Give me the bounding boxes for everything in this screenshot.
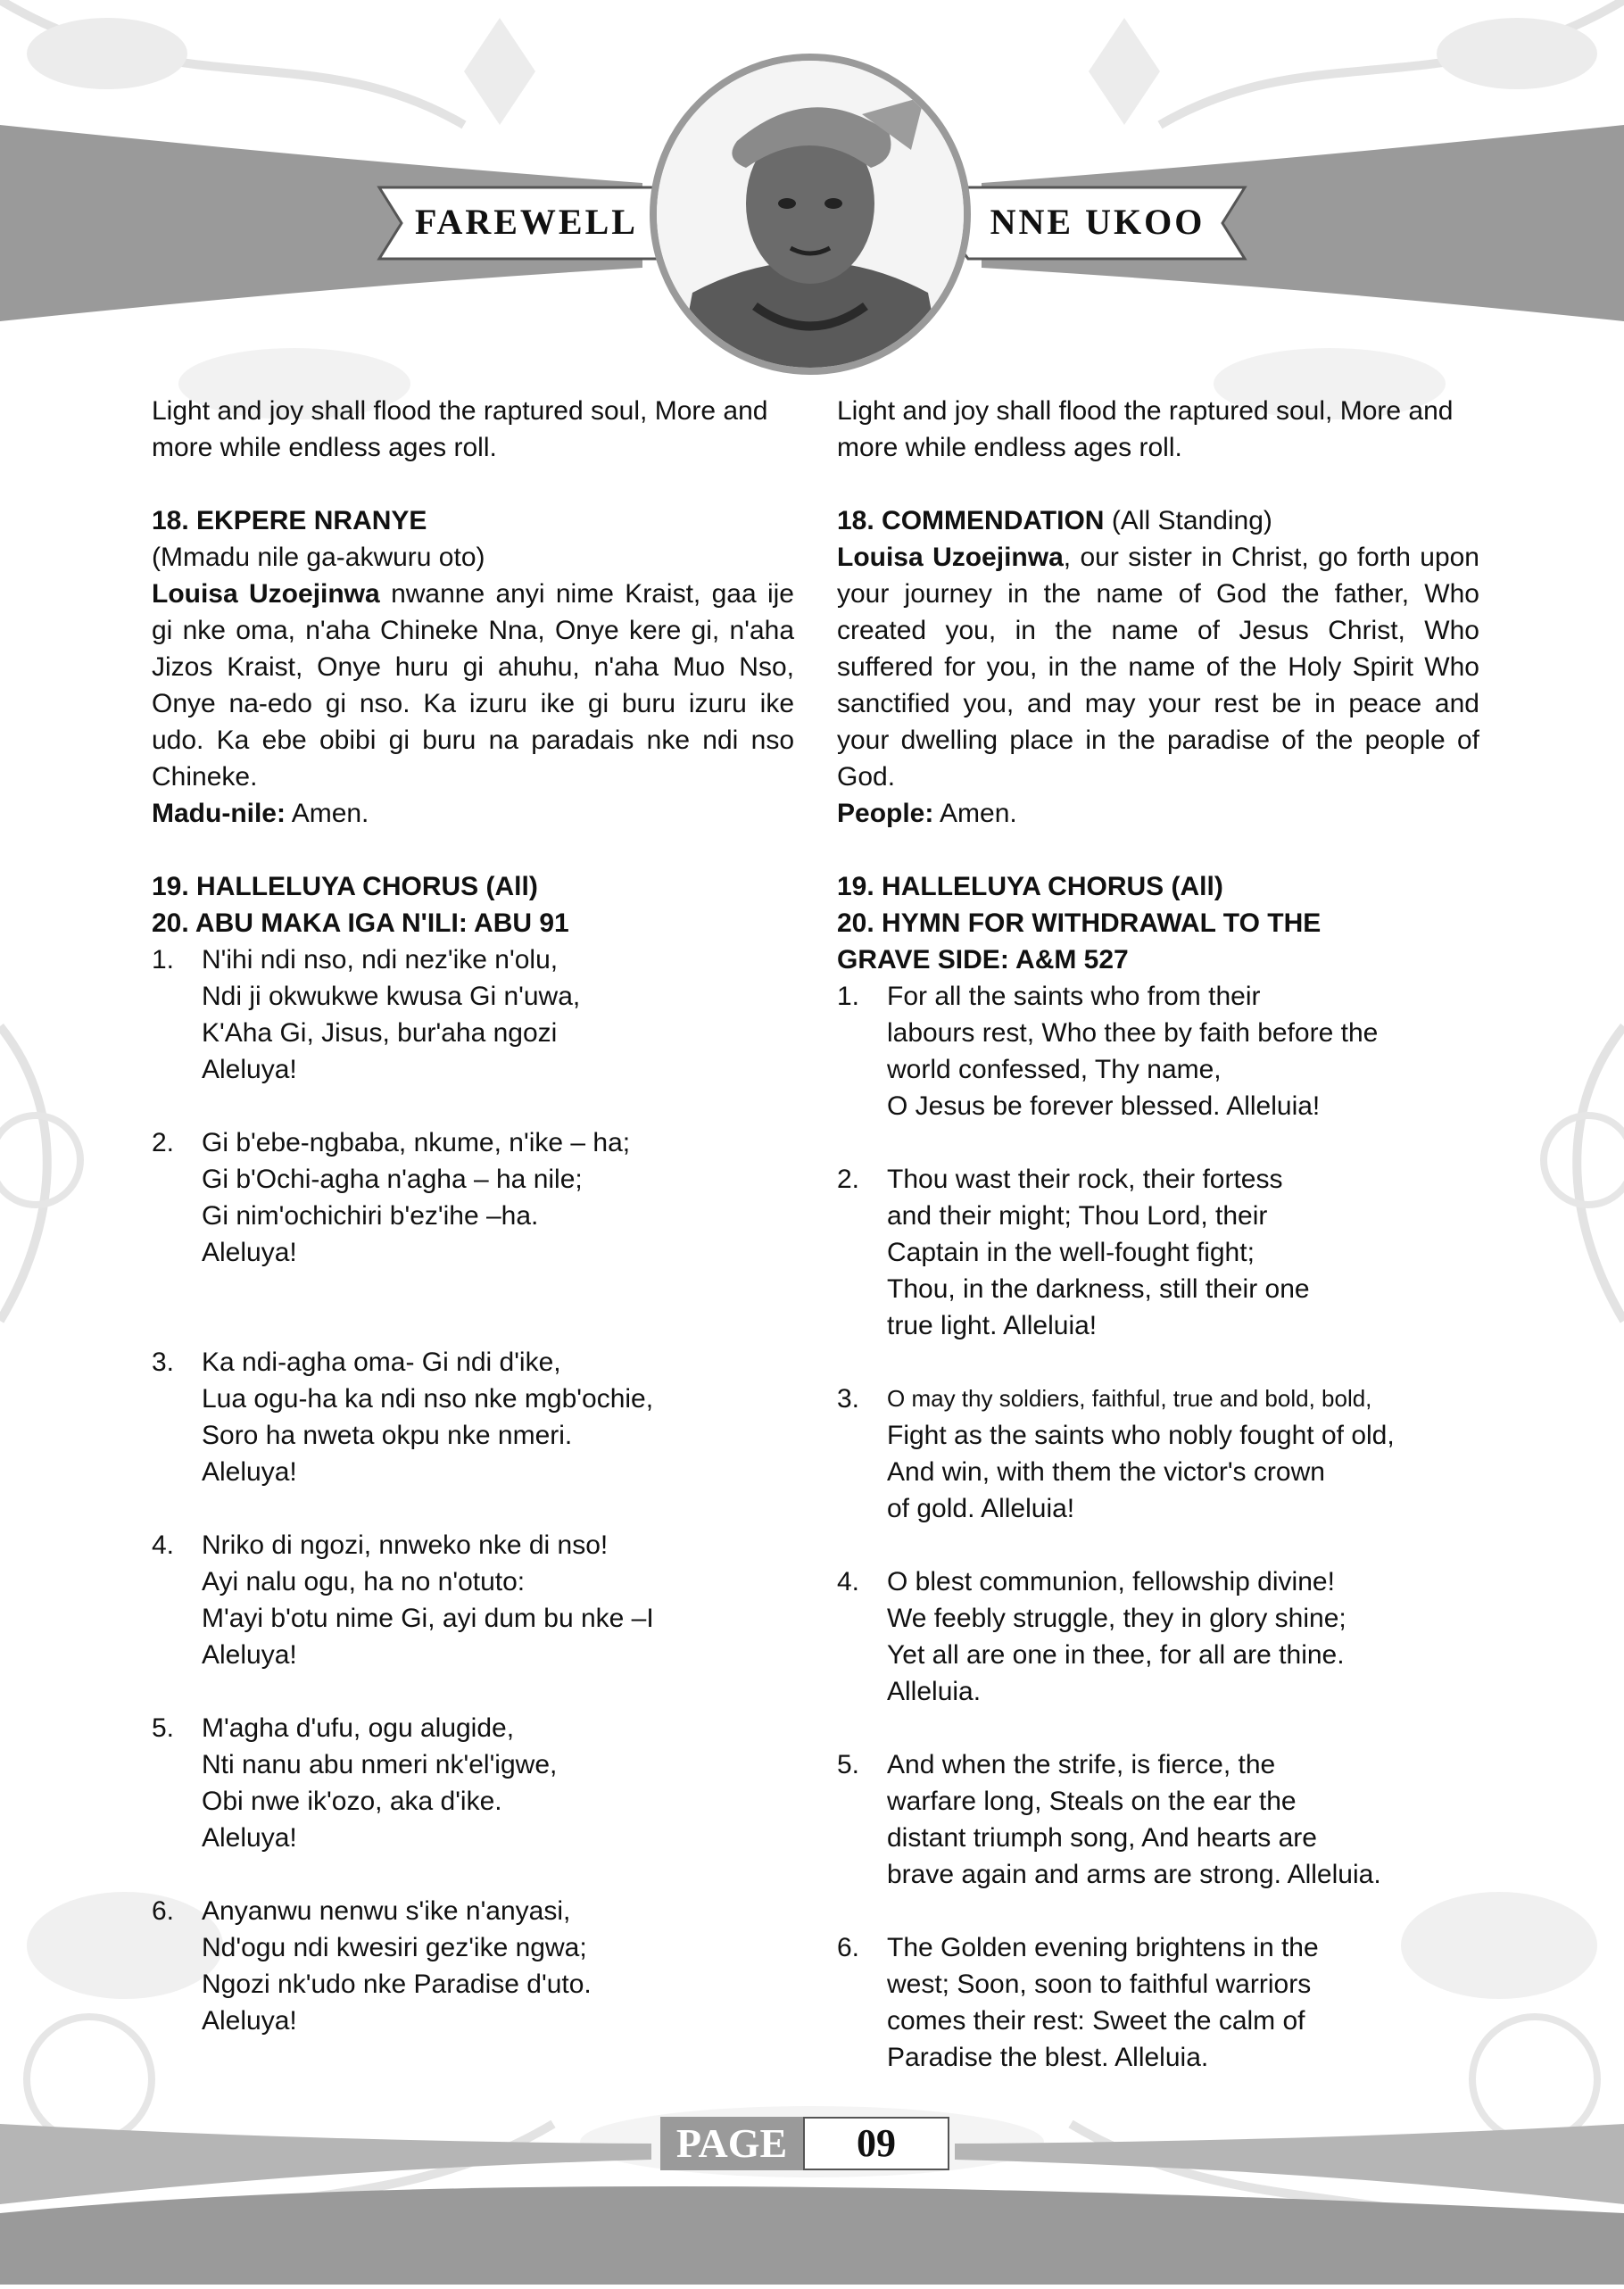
left-section-20-title: 20. ABU MAKA IGA N'ILI: ABU 91 (152, 908, 569, 938)
verse-line: N'ihi ndi nso, ndi nez'ike n'olu, (202, 945, 559, 974)
right-section-18-response (837, 795, 1479, 832)
verse-number: 3. (152, 1348, 175, 1377)
left-column (152, 393, 794, 2039)
verse-line: Captain in the well-fought fight; (887, 1238, 1255, 1267)
verse-line: Aleluya! (202, 1238, 297, 1267)
verse-number: 6. (837, 1933, 860, 1962)
verse-line: brave again and arms are strong. Alleluia. (887, 1860, 1381, 1889)
verse-line: Ngozi nk'udo nke Paradise d'uto. (202, 1970, 592, 1999)
right-column (837, 393, 1479, 2076)
verse-line: Ka ndi-agha oma- Gi ndi d'ike, (202, 1348, 561, 1377)
left-verse-2 (152, 1124, 794, 1271)
verse-number: 3. (837, 1384, 860, 1414)
verse-line: Ayi nalu ogu, ha no n'otuto: (202, 1567, 526, 1596)
left-verse-6 (152, 1893, 794, 2039)
verse-number: 5. (152, 1713, 175, 1743)
right-section-20-title-line2: GRAVE SIDE: A&M 527 (837, 945, 1129, 974)
right-verse-2 (837, 1161, 1479, 1344)
left-response-text: Amen. (291, 799, 369, 828)
verse-line: O blest communion, fellowship divine! (887, 1567, 1335, 1596)
verse-line: and their might; Thou Lord, their (887, 1201, 1268, 1231)
left-section-18-subtitle: (Mmadu nile ga-akwuru oto) (152, 543, 485, 572)
right-section-19-title: 19. HALLELUYA CHORUS (All) (837, 872, 1223, 901)
page-footer (0, 2106, 1624, 2285)
verse-number: 4. (837, 1567, 860, 1596)
left-intro-text: Light and joy shall flood the raptured soul, More and more while endless ages roll. (152, 396, 768, 462)
verse-line: Nriko di ngozi, nnweko nke di nso! (202, 1530, 609, 1560)
verse-number: 1. (837, 982, 860, 1011)
portrait-photo (650, 54, 971, 375)
verse-line: Aleluya! (202, 1055, 297, 1084)
verse-line: world confessed, Thy name, (887, 1055, 1222, 1084)
page-number-box (660, 2117, 948, 2170)
left-section-18-title: 18. EKPERE NRANYE (152, 506, 427, 535)
verse-line: Nti nanu abu nmeri nk'el'igwe, (202, 1750, 558, 1779)
left-verse-1 (152, 941, 794, 1088)
verse-line: labours rest, Who thee by faith before the (887, 1018, 1379, 1048)
verse-line: Gi nim'ochichiri b'ez'ihe –ha. (202, 1201, 539, 1231)
verse-line: Lua ogu-ha ka ndi nso nke mgb'ochie, (202, 1384, 654, 1414)
right-section-18-body (837, 539, 1479, 795)
left-verse-3 (152, 1344, 794, 1490)
right-intro-text: Light and joy shall flood the raptured soul, More and more while endless ages roll. (837, 396, 1454, 462)
verse-line: distant triumph song, And hearts are (887, 1823, 1317, 1853)
verse-line: Paradise the blest. Alleluia. (887, 2043, 1209, 2072)
page-label: PAGE (660, 2117, 803, 2170)
verse-line: Aleluya! (202, 1823, 297, 1853)
right-verse-4 (837, 1563, 1479, 1710)
verse-line: Thou, in the darkness, still their one (887, 1274, 1310, 1304)
verse-line: Thou wast their rock, their fortess (887, 1165, 1283, 1194)
header-left-label: FAREWELL (415, 202, 638, 242)
verse-line: Aleluya! (202, 2006, 297, 2036)
verse-line: Gi b'Ochi-agha n'agha – ha nile; (202, 1165, 583, 1194)
verse-line: Obi nwe ik'ozo, aka d'ike. (202, 1787, 502, 1816)
verse-line: comes their rest: Sweet the calm of (887, 2006, 1305, 2036)
verse-line: We feebly struggle, they in glory shine; (887, 1604, 1346, 1633)
verse-line: Soro ha nweta okpu nke nmeri. (202, 1421, 573, 1450)
verse-line: And when the strife, is fierce, the (887, 1750, 1276, 1779)
verse-line: O may thy soldiers, faithful, true and bold, bold, (887, 1385, 1372, 1412)
verse-number: 2. (837, 1165, 860, 1194)
right-verse-3 (837, 1381, 1479, 1527)
verse-line: M'agha d'ufu, ogu alugide, (202, 1713, 515, 1743)
verse-line: Alleluia. (887, 1677, 982, 1706)
right-response-text: Amen. (940, 799, 1017, 828)
right-section-18-heading (837, 502, 1479, 539)
right-verse-5 (837, 1746, 1479, 1893)
woman-portrait-icon (657, 61, 964, 368)
left-deceased-name: Louisa Uzoejinwa (152, 579, 380, 609)
right-section-18-title: 18. COMMENDATION (837, 506, 1105, 535)
verse-line: warfare long, Steals on the ear the (887, 1787, 1297, 1816)
verse-line: Gi b'ebe-ngbaba, nkume, n'ike – ha; (202, 1128, 631, 1157)
verse-line: K'Aha Gi, Jisus, bur'aha ngozi (202, 1018, 558, 1048)
verse-number: 4. (152, 1530, 175, 1560)
verse-line: west; Soon, soon to faithful warriors (887, 1970, 1312, 1999)
verse-number: 6. (152, 1896, 175, 1926)
right-verse-6 (837, 1929, 1479, 2076)
left-verse-5 (152, 1710, 794, 1856)
left-response-label: Madu-nile: (152, 799, 286, 828)
left-section-18-body (152, 576, 794, 795)
right-commendation-text: , our sister in Christ, go forth upon your journey in the name of God the father, Who created you, in the name of Jesus Christ, Who suffered for you, in the name of the Holy Spirit Who sanctified you, and may your rest be in peace and your dwelling place in the paradise of the people of God. (837, 543, 1479, 792)
verse-number: 1. (152, 945, 175, 974)
right-verse-1 (837, 978, 1479, 1124)
verse-line: O Jesus be forever blessed. Alleluia! (887, 1091, 1321, 1121)
verse-line: Yet all are one in thee, for all are thine. (887, 1640, 1345, 1670)
verse-number: 2. (152, 1128, 175, 1157)
verse-line: For all the saints who from their (887, 982, 1261, 1011)
left-prayer-text: nwanne anyi nime Kraist, gaa ije gi nke oma, n'aha Chineke Nna, Onye kere gi, n'aha Jizos Kraist, Onye huru gi ahuhu, n'aha Muo Nso, Onye na-edo gi nso. Ka izuru ike gi buru izuru ike udo. Ka ebe obibi gi buru na paradais nke ndi nso Chineke. (152, 579, 794, 792)
page-header (0, 0, 1624, 384)
verse-number: 5. (837, 1750, 860, 1779)
header-right-label: NNE UKOO (990, 202, 1206, 242)
right-section-20-title-line1: 20. HYMN FOR WITHDRAWAL TO THE (837, 908, 1322, 938)
verse-line: M'ayi b'otu nime Gi, ayi dum bu nke –I (202, 1604, 654, 1633)
verse-line: Ndi ji okwukwe kwusa Gi n'uwa, (202, 982, 581, 1011)
right-response-label: People: (837, 799, 934, 828)
verse-line: The Golden evening brightens in the (887, 1933, 1319, 1962)
page-number: 09 (803, 2117, 949, 2170)
right-deceased-name: Louisa Uzoejinwa (837, 543, 1064, 572)
left-section-18-response (152, 795, 794, 832)
verse-line: Aleluya! (202, 1640, 297, 1670)
verse-line: Aleluya! (202, 1457, 297, 1487)
verse-line: And win, with them the victor's crown (887, 1457, 1325, 1487)
verse-line: Anyanwu nenwu s'ike n'anyasi, (202, 1896, 571, 1926)
verse-line: true light. Alleluia! (887, 1311, 1098, 1340)
verse-line: Nd'ogu ndi kwesiri gez'ike ngwa; (202, 1933, 587, 1962)
verse-line: of gold. Alleluia! (887, 1494, 1075, 1523)
left-section-19-title: 19. HALLELUYA CHORUS (All) (152, 872, 538, 901)
left-verse-4 (152, 1527, 794, 1673)
verse-line: Fight as the saints who nobly fought of old, (887, 1421, 1395, 1450)
right-section-18-note: (All Standing) (1111, 506, 1272, 535)
